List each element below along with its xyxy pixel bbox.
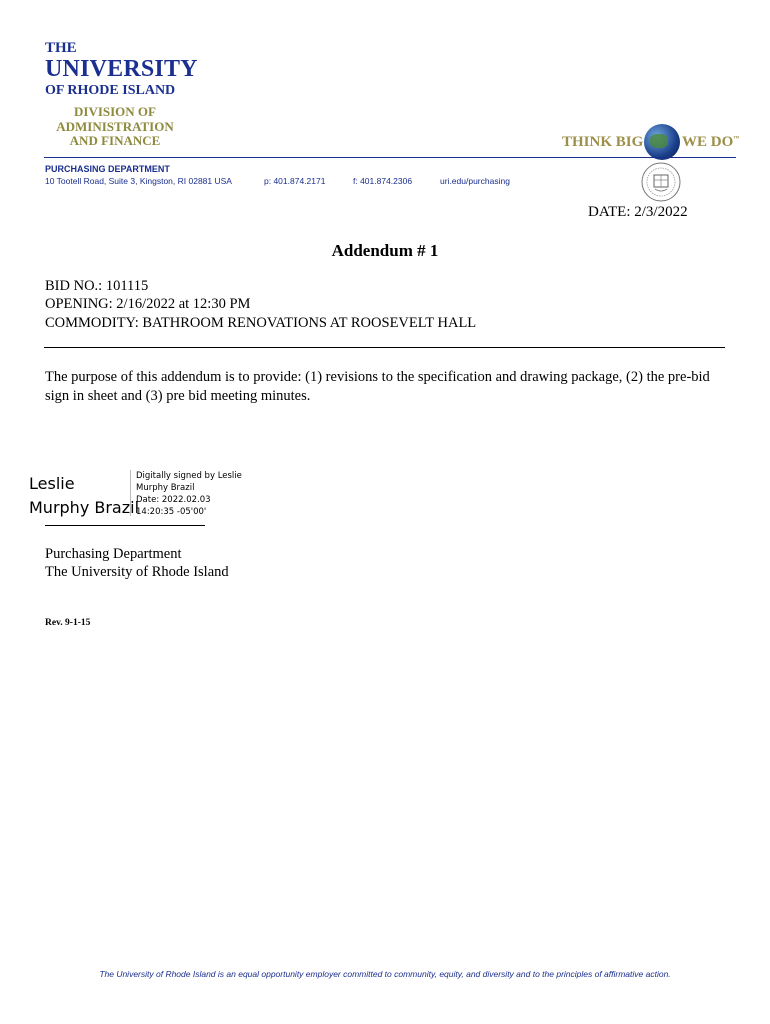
department-phone: p: 401.874.2171	[264, 176, 326, 186]
division-line-2: ADMINISTRATION	[56, 118, 174, 134]
signature-detail-2: Murphy Brazil	[136, 483, 195, 493]
purpose-paragraph: The purpose of this addendum is to provide: (1) revisions to the specification and drawing package, (2) the pre-bid sign in sheet and (3) pre bid meeting minutes.	[45, 369, 710, 404]
globe-icon	[644, 124, 680, 160]
signature-line	[45, 525, 205, 526]
signature-detail-4: 14:20:35 -05'00'	[136, 507, 207, 517]
tagline-right: WE DO™	[682, 134, 740, 150]
signature-name-line-1: Leslie	[29, 474, 75, 493]
university-name: UNIVERSITY	[45, 56, 198, 82]
signature-separator	[130, 470, 131, 516]
letterhead-rule	[44, 157, 736, 158]
commodity: COMMODITY: BATHROOM RENOVATIONS AT ROOSEVELT HALL	[45, 315, 477, 331]
eeo-footer: The University of Rhode Island is an equal opportunity employer committed to community, equity, and diversity and to the principles of affirmative action.	[99, 969, 671, 979]
division-block	[50, 105, 180, 149]
opening-date: OPENING: 2/16/2022 at 12:30 PM	[45, 296, 251, 312]
division-line-3: AND FINANCE	[69, 133, 161, 148]
department-name: PURCHASING DEPARTMENT	[45, 164, 170, 174]
revision-note: Rev. 9-1-15	[45, 618, 91, 628]
university-seal-icon	[641, 162, 681, 202]
signoff-department: Purchasing Department	[45, 546, 182, 562]
document-date: DATE: 2/3/2022	[588, 204, 688, 220]
signature-detail-3: Date: 2022.02.03	[136, 495, 211, 505]
department-address: 10 Tootell Road, Suite 3, Kingston, RI 02881 USA	[45, 176, 232, 186]
bid-number: BID NO.: 101115	[45, 278, 149, 294]
university-the: THE	[45, 40, 77, 56]
addendum-title: Addendum # 1	[331, 241, 439, 260]
signature-name-line-2: Murphy Brazil	[29, 498, 140, 517]
university-of-rhode-island: OF RHODE ISLAND	[45, 83, 176, 98]
signature-detail-1: Digitally signed by Leslie	[136, 471, 242, 481]
department-website[interactable]: uri.edu/purchasing	[440, 176, 510, 186]
signature-name	[29, 472, 139, 520]
tagline-left: THINK BIG	[562, 134, 644, 150]
department-fax: f: 401.874.2306	[353, 176, 413, 186]
division-line-1: DIVISION OF	[74, 104, 156, 119]
section-divider	[44, 347, 725, 348]
signoff-university: The University of Rhode Island	[45, 564, 229, 580]
digital-signature-details[interactable]	[136, 470, 256, 518]
